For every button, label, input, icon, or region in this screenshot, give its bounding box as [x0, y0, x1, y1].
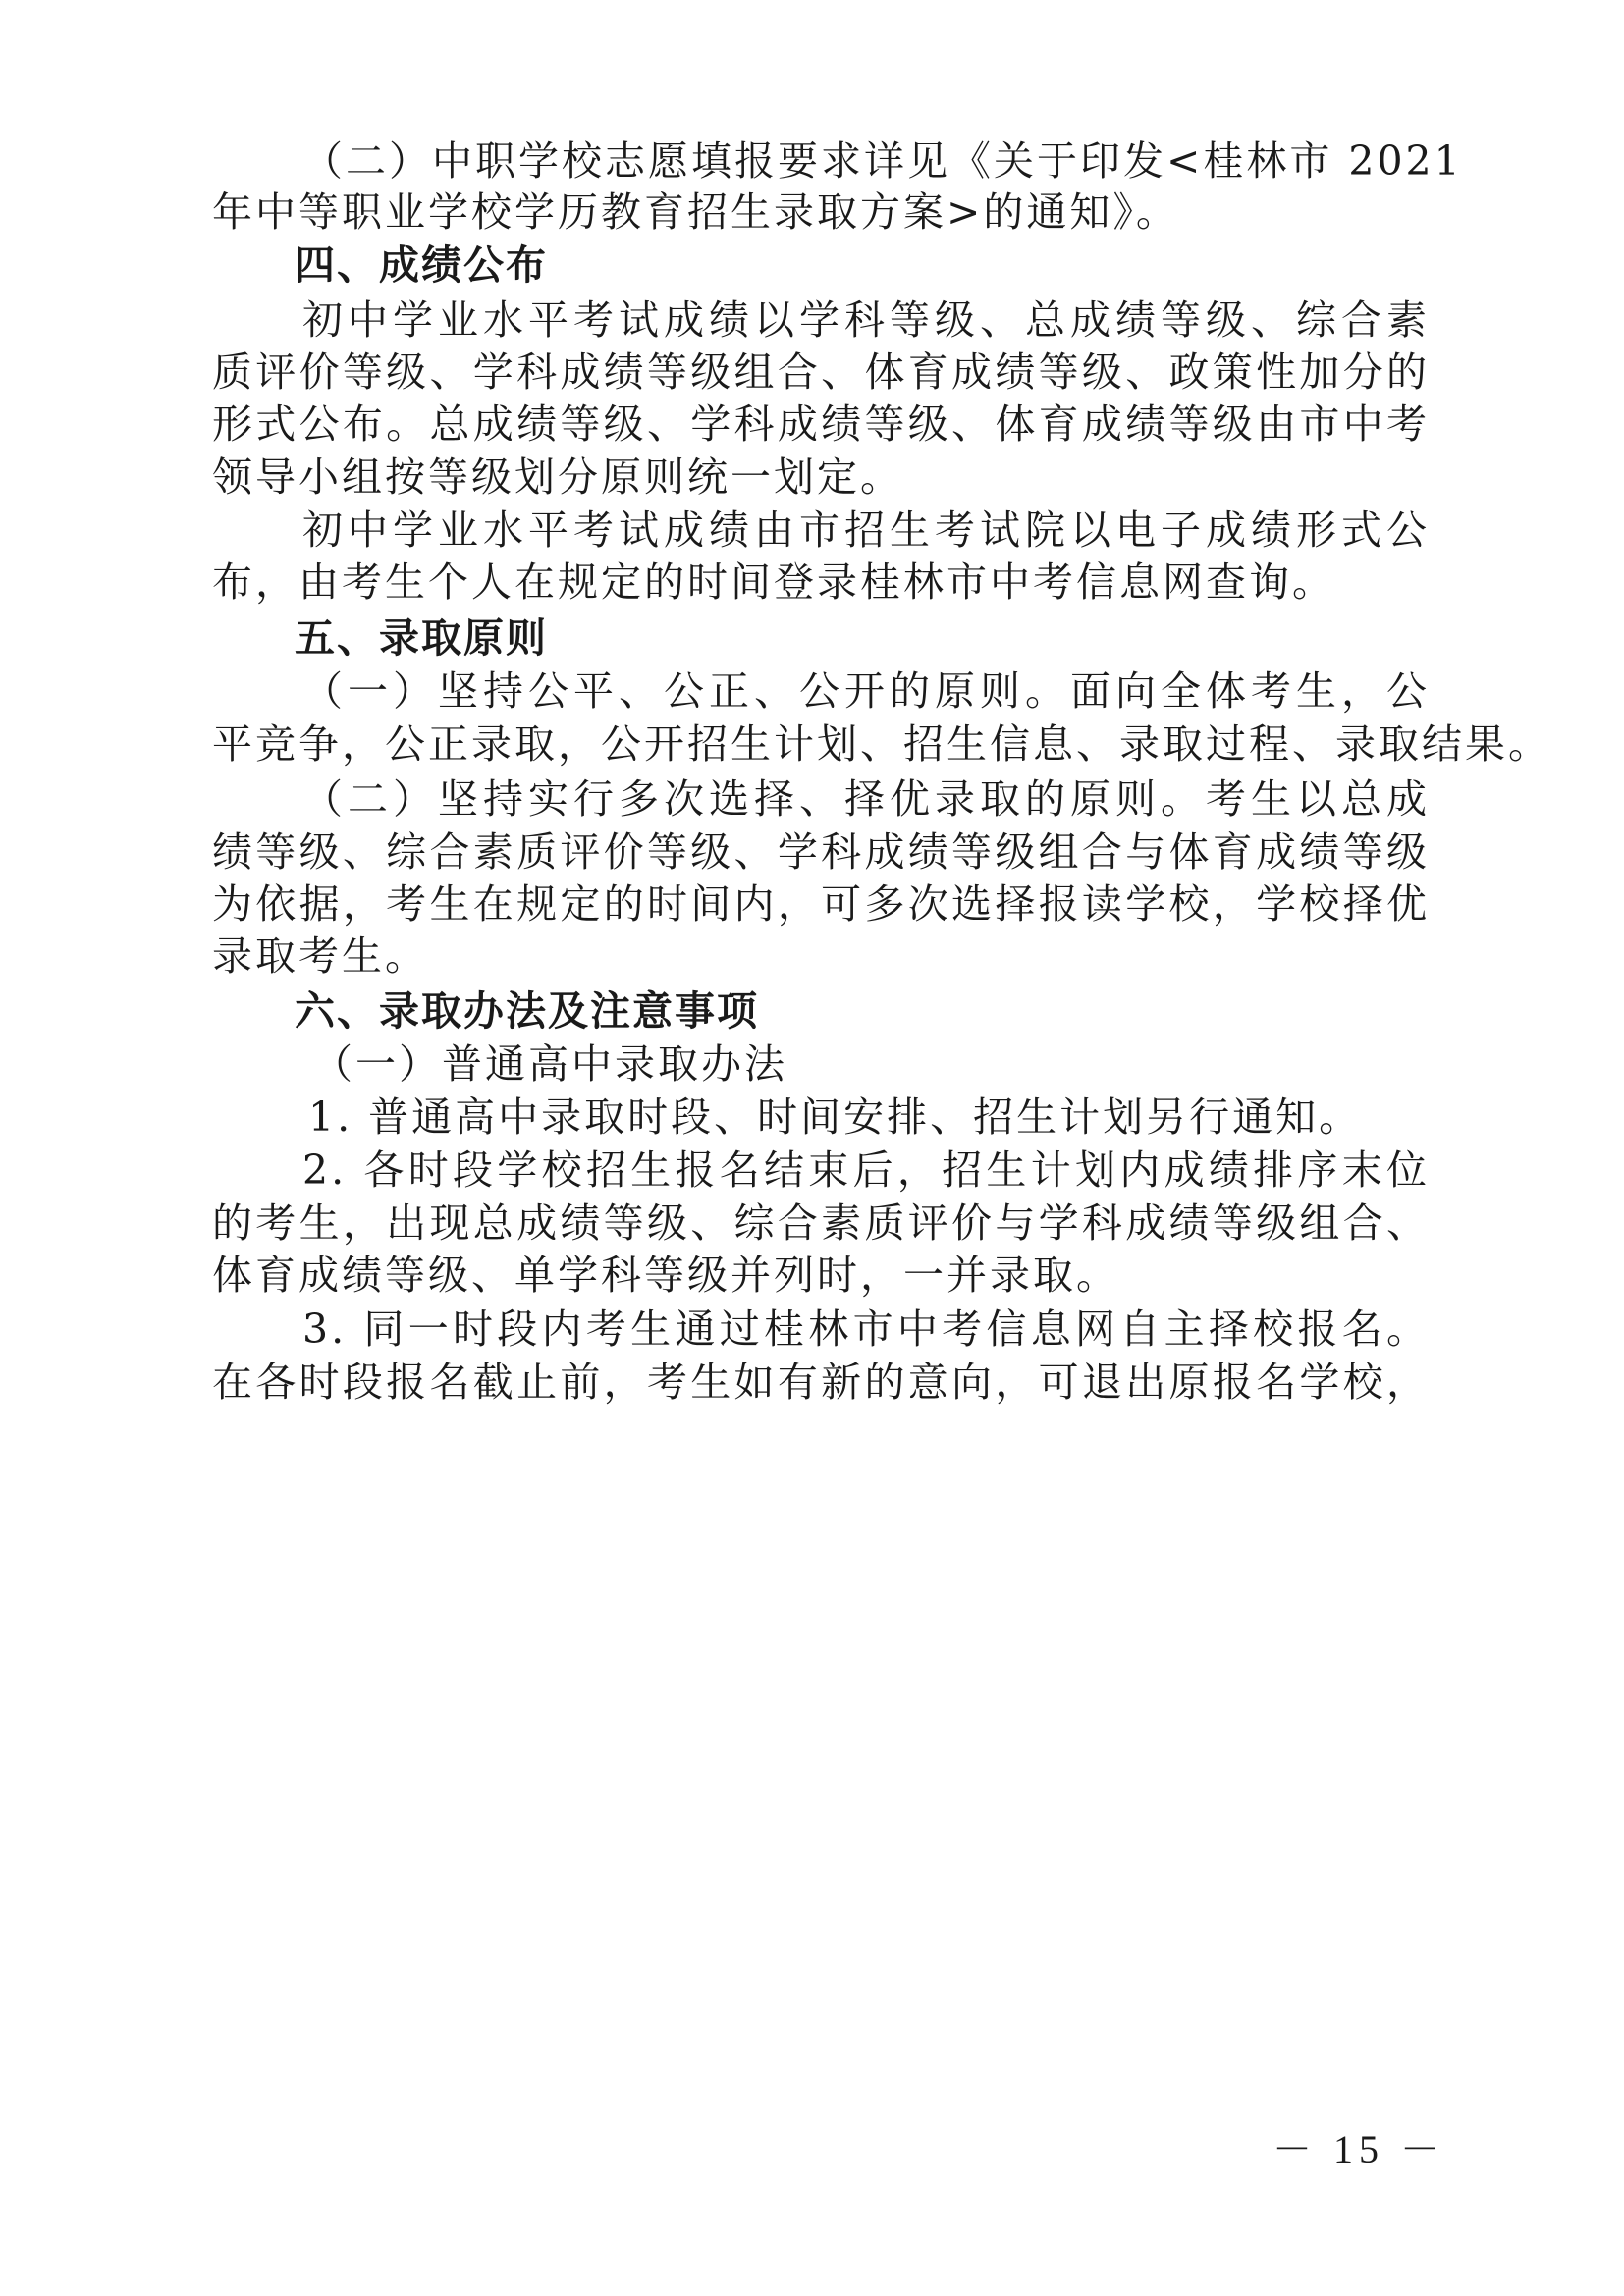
- paragraph-line: （二）坚持实行多次选择、择优录取的原则。考生以总成: [302, 775, 1430, 823]
- section-heading-4: 四、成绩公布: [295, 241, 548, 289]
- paragraph-line: 初中学业水平考试成绩以学科等级、总成绩等级、综合素: [302, 296, 1430, 344]
- list-item: 3. 同一时段内考生通过桂林市中考信息网自主择校报名。: [302, 1306, 1430, 1353]
- paragraph-line: 的考生，出现总成绩等级、综合素质评价与学科成绩等级组合、: [212, 1200, 1430, 1247]
- paragraph-line: （二）中职学校志愿填报要求详见《关于印发<桂林市 2021: [302, 137, 1463, 185]
- paragraph-line: 在各时段报名截止前，考生如有新的意向，可退出原报名学校，: [212, 1359, 1430, 1406]
- paragraph-line: 布，由考生个人在规定的时间登录桂林市中考信息网查询。: [212, 559, 1335, 606]
- paragraph-line: 体育成绩等级、单学科等级并列时，一并录取。: [212, 1252, 1119, 1299]
- paragraph-line: 初中学业水平考试成绩由市招生考试院以电子成绩形式公: [302, 507, 1430, 554]
- subsection-heading: （一）普通高中录取办法: [312, 1041, 787, 1088]
- paragraph-line: 绩等级、综合素质评价等级、学科成绩等级组合与体育成绩等级: [212, 828, 1430, 876]
- list-item: 2. 各时段学校招生报名结束后，招生计划内成绩排序末位: [302, 1147, 1430, 1194]
- page-number: － 15 －: [1272, 2127, 1445, 2171]
- paragraph-line: 年中等职业学校学历教育招生录取方案>的通知》。: [212, 188, 1179, 236]
- paragraph-line: 质评价等级、学科成绩等级组合、体育成绩等级、政策性加分的: [212, 348, 1430, 396]
- list-item: 1. 普通高中录取时段、时间安排、招生计划另行通知。: [308, 1094, 1363, 1141]
- paragraph-line: 形式公布。总成绩等级、学科成绩等级、体育成绩等级由市中考: [212, 400, 1430, 448]
- paragraph-line: 为依据，考生在规定的时间内，可多次选择报读学校，学校择优: [212, 881, 1430, 928]
- section-heading-5: 五、录取原则: [295, 614, 548, 662]
- section-heading-6: 六、录取办法及注意事项: [295, 988, 759, 1035]
- paragraph-line: （一）坚持公平、公正、公开的原则。面向全体考生，公: [302, 667, 1430, 715]
- paragraph-line: 平竞争，公正录取，公开招生计划、招生信息、录取过程、录取结果。: [212, 721, 1551, 768]
- paragraph-line: 录取考生。: [212, 933, 428, 980]
- paragraph-line: 领导小组按等级划分原则统一划定。: [212, 454, 903, 501]
